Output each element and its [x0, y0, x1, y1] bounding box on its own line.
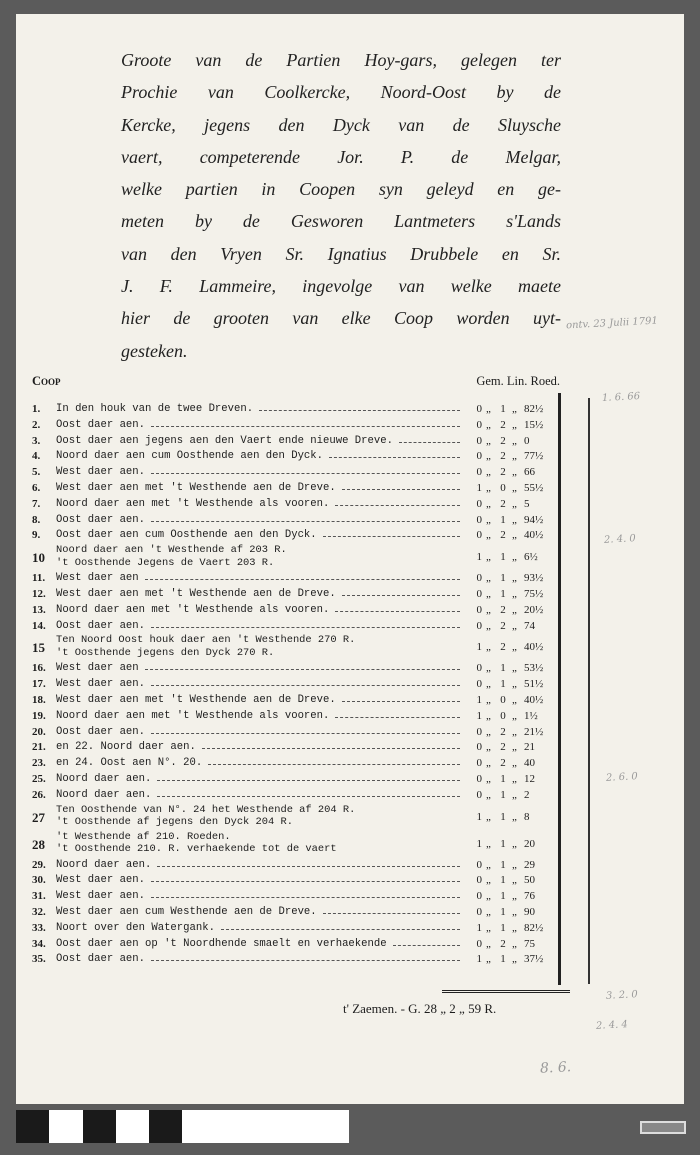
linen-value: 1: [500, 513, 506, 526]
table-row: 3. Oost daer aen jegens aen den Vaert ende nieuwe Dreve. 0 „ 2 „ 0: [32, 434, 568, 450]
table-row: 23. en 24. Oost aen N°. 20. 0 „ 2 „ 40: [32, 756, 568, 772]
gemeten-value: 1: [476, 641, 482, 654]
title-line-9: hier de grooten van elke Coop worden uyt-: [121, 308, 561, 329]
roeden-value: 15½: [524, 418, 544, 431]
margin-note: 2. 4. 4: [595, 1019, 629, 1032]
title-line-7: van den Vryen Sr. Ignatius Drubbele en Sr.: [121, 243, 561, 264]
gemeten-value: 0: [476, 874, 482, 887]
title-line-3: Kercke, jegens den Dyck van de Sluysche: [121, 114, 561, 135]
coop-number: 8.: [32, 513, 41, 526]
linen-value: 2: [500, 418, 506, 431]
linen-value: 2: [500, 641, 506, 654]
roeden-value: 21: [524, 741, 535, 754]
gemeten-value: 1: [476, 837, 482, 850]
title-line-4: vaert, competerende Jor. P. de Melgar,: [121, 146, 561, 167]
units-column-header: Gem. Lin. Roed.: [476, 374, 560, 388]
gemeten-value: 0: [476, 937, 482, 950]
total-line: t' Zaemen. - G. 28 „ 2 „ 59 R.: [343, 1001, 497, 1016]
title-line-8: J. F. Lammeire, ingevolge van welke maete: [121, 276, 561, 297]
title-line-10: gesteken.: [121, 340, 188, 361]
gemeten-value: 0: [476, 434, 482, 447]
table-row: 28 't Westhende af 210. Roeden. 't Oosthende 210. R. verhaekende tot de vaert 1 „ 1 „ 20: [32, 830, 535, 856]
table-row: 18. West daer aen met 't Westhende aen de Dreve. 1 „ 0 „ 40½: [32, 693, 568, 709]
roeden-value: 77½: [524, 450, 544, 463]
coop-description: Oost daer aen.: [56, 513, 146, 526]
linen-value: 1: [500, 587, 506, 600]
table-row: 30. West daer aen. 0 „ 1 „ 50: [32, 873, 568, 889]
calibration-swatch: [49, 1110, 82, 1143]
linen-value: 2: [500, 757, 506, 770]
linen-value: 1: [500, 788, 506, 801]
coop-number: 6.: [32, 481, 41, 494]
coop-number: 9.: [32, 529, 41, 542]
gemeten-value: 0: [476, 725, 482, 738]
table-row: 27 Ten Oosthende van N°. 24 het Westhende af 204 R. 't Oosthende af jegens den Dyck 204 R. 1 „ 1 „ 8: [32, 803, 530, 829]
gemeten-value: 0: [476, 741, 482, 754]
coop-description: In den houk van de twee Dreven.: [56, 403, 254, 415]
gemeten-value: 0: [476, 905, 482, 918]
coop-number: 34.: [32, 937, 46, 950]
table-row: 16. West daer aen 0 „ 1 „ 53½: [32, 661, 568, 677]
color-calibration-bar: [16, 1110, 349, 1143]
gemeten-value: 1: [476, 810, 482, 823]
coop-description: Oost daer aen jegens aen den Vaert ende nieuwe Dreve.: [56, 434, 393, 447]
table-row: 13. Noord daer aen met 't Westhende als vooren. 0 „ 2 „ 20½: [32, 603, 568, 619]
gemeten-value: 0: [476, 529, 482, 542]
coop-number: 10: [32, 550, 45, 566]
linen-value: 2: [500, 529, 506, 542]
coop-description: Oost daer aen op 't Noordhende smaelt en verhaekende: [56, 937, 387, 950]
coop-description: West daer aen.: [56, 874, 146, 887]
coop-description: Noort over den Watergank.: [56, 921, 215, 934]
title-line-6: meten by de Gesworen Lantmeters s'Lands: [121, 211, 561, 232]
linen-value: 1: [500, 858, 506, 871]
coop-description: Noord daer aen.: [56, 788, 152, 801]
linen-value: 1: [500, 810, 506, 823]
roeden-value: 75½: [524, 587, 544, 600]
roeden-value: 40½: [524, 641, 544, 654]
roeden-value: 21½: [524, 725, 544, 738]
roeden-value: 50: [524, 874, 535, 887]
gemeten-value: 0: [476, 858, 482, 871]
roeden-value: 66: [524, 466, 535, 479]
coop-number: 31.: [32, 890, 46, 903]
coop-number: 35.: [32, 953, 46, 966]
coop-description: West daer aen cum Westhende aen de Dreve.: [56, 905, 317, 918]
coop-description: West daer aen met 't Westhende aen de Dreve.: [56, 693, 336, 706]
table-header: [32, 374, 560, 392]
coop-description: Noord daer aen met 't Westhende als vooren.: [56, 603, 330, 616]
roeden-value: 2: [524, 788, 530, 801]
linen-value: 1: [500, 551, 506, 564]
linen-value: 1: [500, 678, 506, 691]
table-row: 26. Noord daer aen. 0 „ 1 „ 2: [32, 788, 568, 804]
gemeten-value: 1: [476, 709, 482, 722]
gemeten-value: 1: [476, 551, 482, 564]
table-row: 4. Noord daer aen cum Oosthende aen den Dyck. 0 „ 2 „ 77½: [32, 449, 568, 465]
table-row: 20. Oost daer aen. 0 „ 2 „ 21½: [32, 725, 568, 741]
coop-number: 21.: [32, 741, 46, 754]
coop-description: Noord daer aen cum Oosthende aen den Dyck.: [56, 450, 324, 463]
gemeten-value: 0: [476, 513, 482, 526]
roeden-value: 76: [524, 890, 535, 903]
margin-rule: [588, 398, 590, 984]
roeden-value: 82½: [524, 921, 544, 934]
calibration-swatch: [16, 1110, 49, 1143]
coop-description: en 24. Oost aen N°. 20.: [56, 757, 203, 770]
coop-number: 14.: [32, 619, 46, 632]
coop-description: Oost daer aen.: [56, 619, 146, 632]
table-row: 34. Oost daer aen op 't Noordhende smaelt en verhaekende 0 „ 2 „ 75: [32, 937, 568, 953]
coop-description: Oost daer aen cum Oosthende aen den Dyck.: [56, 529, 317, 542]
coop-number: 7.: [32, 497, 41, 510]
document-title: [121, 44, 561, 367]
scale-marker: [640, 1121, 686, 1134]
table-row: 1. In den houk van de twee Dreven. 0 „ 1 „ 82½: [32, 402, 568, 418]
roeden-value: 51½: [524, 678, 544, 691]
roeden-value: 8: [524, 810, 530, 823]
calibration-swatch: [83, 1110, 116, 1143]
roeden-value: 53½: [524, 662, 544, 675]
linen-value: 0: [500, 709, 506, 722]
coop-description: Noord daer aen.: [56, 772, 152, 785]
margin-note: 2. 4. 0: [603, 533, 637, 546]
table-row: 2. Oost daer aen. 0 „ 2 „ 15½: [32, 418, 568, 434]
coop-description: 't Westhende af 210. Roeden. 't Oosthende 210. R. verhaekende tot de vaert: [56, 830, 337, 856]
calibration-swatch: [116, 1110, 149, 1143]
linen-value: 1: [500, 403, 506, 415]
table-row: 21. en 22. Noord daer aen. 0 „ 2 „ 21: [32, 740, 568, 756]
linen-value: 2: [500, 434, 506, 447]
margin-note: 8. 6.: [539, 1059, 572, 1077]
roeden-value: 5: [524, 497, 530, 510]
gemeten-value: 0: [476, 772, 482, 785]
linen-value: 0: [500, 481, 506, 494]
gemeten-value: 0: [476, 788, 482, 801]
roeden-value: 37½: [524, 953, 544, 966]
gemeten-value: 1: [476, 953, 482, 966]
coop-column-header: Coop: [32, 374, 61, 388]
margin-note: 1. 6. 66: [601, 391, 641, 404]
coop-number: 1.: [32, 403, 41, 415]
coop-number: 15: [32, 640, 45, 656]
coop-description: en 22. Noord daer aen.: [56, 741, 196, 754]
table-row: 11. West daer aen 0 „ 1 „ 93½: [32, 571, 568, 587]
linen-value: 1: [500, 662, 506, 675]
gemeten-value: 0: [476, 466, 482, 479]
gemeten-value: 0: [476, 450, 482, 463]
table-row: 6. West daer aen met 't Westhende aen de Dreve. 1 „ 0 „ 55½: [32, 481, 568, 497]
linen-value: 1: [500, 953, 506, 966]
coop-description: West daer aen: [56, 572, 139, 585]
linen-value: 2: [500, 450, 506, 463]
gemeten-value: 0: [476, 603, 482, 616]
table-row: 7. Noord daer aen met 't Westhende als vooren. 0 „ 2 „ 5: [32, 497, 568, 513]
title-line-5: welke partien in Coopen syn geleyd en ge-: [121, 179, 561, 200]
margin-note: 2. 6. 0: [605, 771, 639, 784]
table-row: 14. Oost daer aen. 0 „ 2 „ 74: [32, 619, 568, 635]
linen-value: 2: [500, 603, 506, 616]
coop-description: Oost daer aen.: [56, 418, 146, 431]
coop-table: [32, 402, 568, 968]
coop-description: West daer aen.: [56, 466, 146, 479]
roeden-value: 1½: [524, 709, 538, 722]
title-line-2: Prochie van Coolkercke, Noord-Oost by de: [121, 82, 561, 103]
linen-value: 2: [500, 466, 506, 479]
linen-value: 2: [500, 497, 506, 510]
margin-note: 3. 2. 0: [605, 989, 639, 1002]
table-row: 17. West daer aen. 0 „ 1 „ 51½: [32, 677, 568, 693]
table-row: 32. West daer aen cum Westhende aen de Dreve. 0 „ 1 „ 90: [32, 905, 568, 921]
coop-number: 11.: [32, 572, 46, 585]
roeden-value: 29: [524, 858, 535, 871]
gemeten-value: 1: [476, 693, 482, 706]
coop-number: 27: [32, 809, 45, 825]
margin-note-date: ontv. 23 Julii 1791: [565, 315, 659, 332]
table-row: 5. West daer aen. 0 „ 2 „ 66: [32, 465, 568, 481]
gemeten-value: 0: [476, 587, 482, 600]
gemeten-value: 0: [476, 890, 482, 903]
roeden-value: 20: [524, 837, 535, 850]
coop-number: 18.: [32, 693, 46, 706]
linen-value: 2: [500, 741, 506, 754]
coop-number: 26.: [32, 788, 46, 801]
coop-description: Oost daer aen.: [56, 725, 146, 738]
linen-value: 1: [500, 572, 506, 585]
gemeten-value: 0: [476, 662, 482, 675]
gemeten-value: 0: [476, 403, 482, 415]
roeden-value: 82½: [524, 403, 544, 415]
gemeten-value: 0: [476, 757, 482, 770]
calibration-swatch: [182, 1110, 349, 1143]
table-row: 25. Noord daer aen. 0 „ 1 „ 12: [32, 772, 568, 788]
roeden-value: 40½: [524, 693, 544, 706]
coop-number: 13.: [32, 603, 46, 616]
linen-value: 0: [500, 693, 506, 706]
roeden-value: 55½: [524, 481, 544, 494]
gemeten-value: 1: [476, 481, 482, 494]
table-row: 19. Noord daer aen met 't Westhende als vooren. 1 „ 0 „ 1½: [32, 709, 568, 725]
coop-description: West daer aen: [56, 662, 139, 675]
coop-number: 20.: [32, 725, 46, 738]
coop-description: Oost daer aen.: [56, 953, 146, 966]
coop-description: West daer aen met 't Westhende aen de Dreve.: [56, 587, 336, 600]
roeden-value: 0: [524, 434, 530, 447]
linen-value: 1: [500, 837, 506, 850]
coop-description: West daer aen.: [56, 678, 146, 691]
coop-number: 3.: [32, 434, 41, 447]
table-row: 31. West daer aen. 0 „ 1 „ 76: [32, 889, 568, 905]
table-row: 12. West daer aen met 't Westhende aen de Dreve. 0 „ 1 „ 75½: [32, 587, 568, 603]
table-row: 35. Oost daer aen. 1 „ 1 „ 37½: [32, 952, 568, 968]
coop-number: 2.: [32, 418, 41, 431]
coop-number: 16.: [32, 662, 46, 675]
table-row: 15 Ten Noord Oost houk daer aen 't Westhende 270 R. 't Oosthende jegens den Dyck 270 R. 1 „ 2 „ 40½: [32, 634, 544, 659]
coop-number: 23.: [32, 757, 46, 770]
coop-number: 32.: [32, 905, 46, 918]
gemeten-value: 1: [476, 921, 482, 934]
gemeten-value: 0: [476, 497, 482, 510]
coop-number: 28: [32, 836, 45, 852]
gemeten-value: 0: [476, 619, 482, 632]
coop-number: 12.: [32, 587, 46, 600]
linen-value: 2: [500, 725, 506, 738]
table-row: 8. Oost daer aen. 0 „ 1 „ 94½: [32, 513, 568, 529]
table-row: 29. Noord daer aen. 0 „ 1 „ 29: [32, 858, 568, 874]
coop-description: West daer aen met 't Westhende aen de Dreve.: [56, 481, 336, 494]
linen-value: 1: [500, 874, 506, 887]
coop-description: Noord daer aen 't Westhende af 203 R. 't Oosthende Jegens de Vaert 203 R.: [56, 544, 287, 569]
gemeten-value: 0: [476, 418, 482, 431]
table-row: 33. Noort over den Watergank. 1 „ 1 „ 82½: [32, 921, 568, 937]
coop-description: Ten Oosthende van N°. 24 het Westhende af 204 R. 't Oosthende af jegens den Dyck 204 R.: [56, 803, 356, 829]
title-line-1: Groote van de Partien Hoy-gars, gelegen ter: [121, 50, 561, 70]
coop-number: 19.: [32, 709, 46, 722]
roeden-value: 93½: [524, 572, 544, 585]
coop-description: Noord daer aen.: [56, 858, 152, 871]
coop-number: 5.: [32, 466, 41, 479]
coop-number: 25.: [32, 772, 46, 785]
roeden-value: 75: [524, 937, 535, 950]
linen-value: 2: [500, 937, 506, 950]
linen-value: 1: [500, 890, 506, 903]
gemeten-value: 0: [476, 678, 482, 691]
coop-description: Ten Noord Oost houk daer aen 't Westhende 270 R. 't Oosthende jegens den Dyck 270 R.: [56, 634, 356, 659]
total-rule: [442, 990, 570, 993]
roeden-value: 6½: [524, 551, 538, 564]
roeden-value: 40: [524, 757, 535, 770]
coop-description: Noord daer aen met 't Westhende als vooren.: [56, 709, 330, 722]
linen-value: 1: [500, 921, 506, 934]
roeden-value: 74: [524, 619, 535, 632]
roeden-value: 94½: [524, 513, 544, 526]
roeden-value: 20½: [524, 603, 544, 616]
column-rule: [558, 393, 561, 985]
roeden-value: 90: [524, 905, 535, 918]
table-row: 9. Oost daer aen cum Oosthende aen den Dyck. 0 „ 2 „ 40½: [32, 528, 568, 544]
coop-description: Noord daer aen met 't Westhende als vooren.: [56, 497, 330, 510]
coop-number: 30.: [32, 874, 46, 887]
coop-number: 4.: [32, 450, 41, 463]
coop-number: 17.: [32, 678, 46, 691]
coop-number: 33.: [32, 921, 46, 934]
roeden-value: 40½: [524, 529, 544, 542]
gemeten-value: 0: [476, 572, 482, 585]
coop-number: 29.: [32, 858, 46, 871]
calibration-swatch: [149, 1110, 182, 1143]
coop-description: West daer aen.: [56, 890, 146, 903]
linen-value: 1: [500, 772, 506, 785]
roeden-value: 12: [524, 772, 535, 785]
linen-value: 2: [500, 619, 506, 632]
linen-value: 1: [500, 905, 506, 918]
table-row: 10 Noord daer aen 't Westhende af 203 R. 't Oosthende Jegens de Vaert 203 R. 1 „ 1 „ 6½: [32, 544, 538, 569]
